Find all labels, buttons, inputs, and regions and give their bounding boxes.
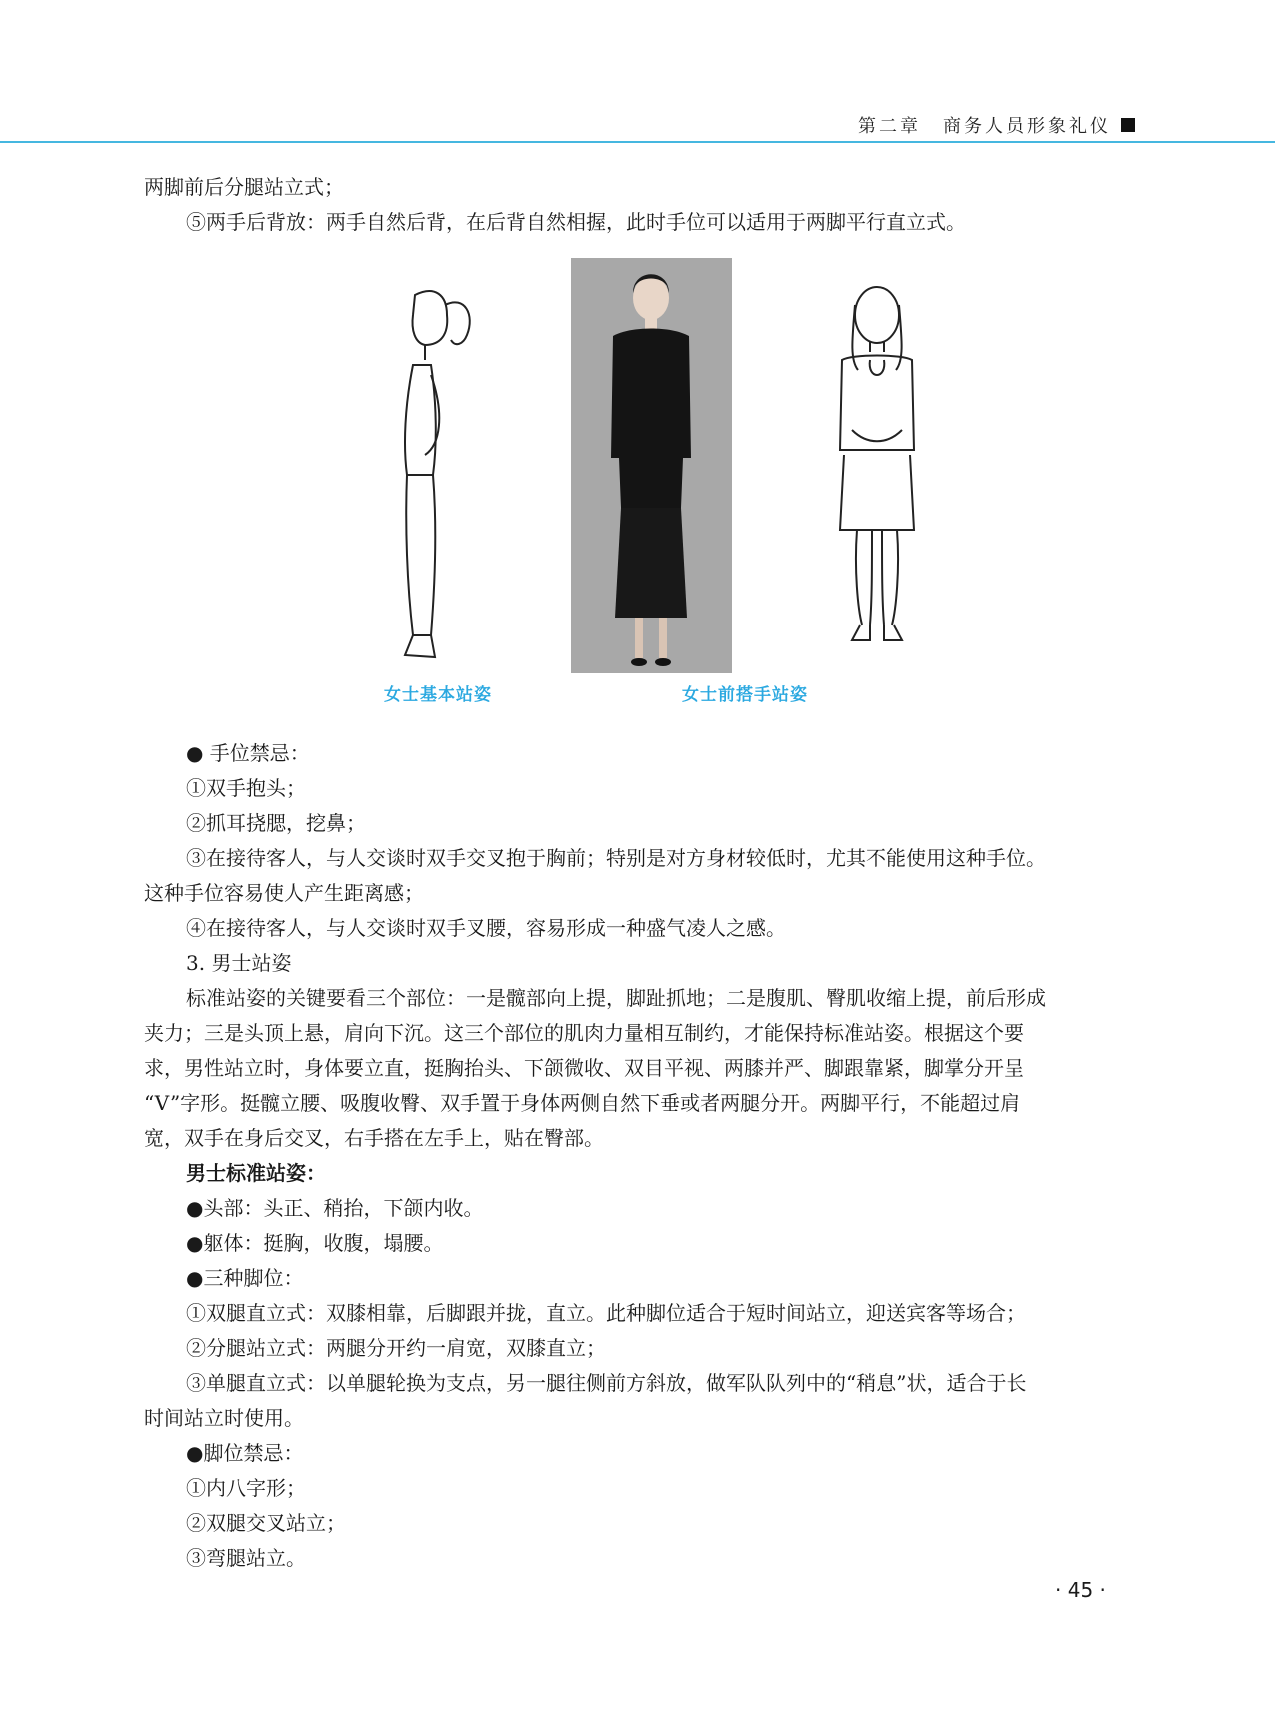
text-line: 这种手位容易使人产生距离感； xyxy=(144,881,424,905)
text-line: 标准站姿的关键要看三个部位：一是髋部向上提，脚趾抓地；二是腹肌、臀肌收缩上提，前后形成 xyxy=(186,986,1046,1010)
text-line: ①内八字形； xyxy=(186,1476,306,1500)
text-line: “V”字形。挺髋立腰、吸腹收臀、双手置于身体两侧自然下垂或者两腿分开。两脚平行，不能超过肩 xyxy=(144,1091,1021,1115)
text-line: 求，男性站立时，身体要立直，挺胸抬头、下颌微收、双目平视、两膝并严、脚跟靠紧，脚掌分开呈 xyxy=(144,1056,1024,1080)
text-line: ●三种脚位： xyxy=(186,1266,304,1290)
text-line: ④在接待客人，与人交谈时双手叉腰，容易形成一种盛气凌人之感。 xyxy=(186,916,786,940)
caption-basic-stance: 女士基本站姿 xyxy=(384,685,492,705)
text-line: ③在接待客人，与人交谈时双手交叉抱于胸前；特别是对方身材较低时，尤其不能使用这种手位。 xyxy=(186,846,1046,870)
text-line: ●头部：头正、稍抬，下颌内收。 xyxy=(186,1196,484,1220)
text-line: ①双手抱头； xyxy=(186,776,306,800)
text-line: 宽，双手在身后交叉，右手搭在左手上，贴在臀部。 xyxy=(144,1126,604,1150)
chapter-label: 第二章 xyxy=(858,116,921,137)
text-line: ● 手位禁忌： xyxy=(186,741,310,765)
chapter-title: 商务人员形象礼仪 xyxy=(943,116,1111,137)
woman-side-standing-sketch xyxy=(385,285,485,670)
text-line: ⑤两手后背放：两手自然后背，在后背自然相握，此时手位可以适用于两脚平行直立式。 xyxy=(186,210,966,234)
text-line: ●躯体：挺胸，收腹，塌腰。 xyxy=(186,1231,444,1255)
text-line: ②双腿交叉站立； xyxy=(186,1511,346,1535)
section-heading: 3. 男士站姿 xyxy=(186,951,292,975)
text-line: 夹力；三是头顶上悬，肩向下沉。这三个部位的肌肉力量相互制约，才能保持标准站姿。根据这个要 xyxy=(144,1021,1024,1045)
woman-standing-photo xyxy=(571,258,732,673)
square-marker-icon xyxy=(1121,118,1135,132)
text-line: 时间站立时使用。 xyxy=(144,1406,304,1430)
header-rule xyxy=(0,141,1275,143)
text-line: ②抓耳挠腮，挖鼻； xyxy=(186,811,366,835)
text-line: ①双腿直立式：双膝相靠，后脚跟并拢，直立。此种脚位适合于短时间站立，迎送宾客等场合； xyxy=(186,1301,1026,1325)
body-text xyxy=(144,736,1136,1576)
caption-hands-front-stance: 女士前搭手站姿 xyxy=(682,685,808,705)
text-line: 两脚前后分腿站立式； xyxy=(144,175,344,199)
top-paragraph xyxy=(144,170,1136,240)
page-number: · 45 · xyxy=(1055,1578,1106,1602)
text-line: ●脚位禁忌： xyxy=(186,1441,304,1465)
text-line: ③单腿直立式：以单腿轮换为支点，另一腿往侧前方斜放，做军队队列中的“稍息”状，适合于长 xyxy=(186,1371,1027,1395)
text-line: ②分腿站立式：两腿分开约一肩宽，双膝直立； xyxy=(186,1336,606,1360)
woman-front-hands-clasped-sketch xyxy=(822,280,932,660)
subheading-bold: 男士标准站姿： xyxy=(186,1161,326,1185)
text-line: ③弯腿站立。 xyxy=(186,1546,306,1570)
running-header xyxy=(858,112,1135,138)
